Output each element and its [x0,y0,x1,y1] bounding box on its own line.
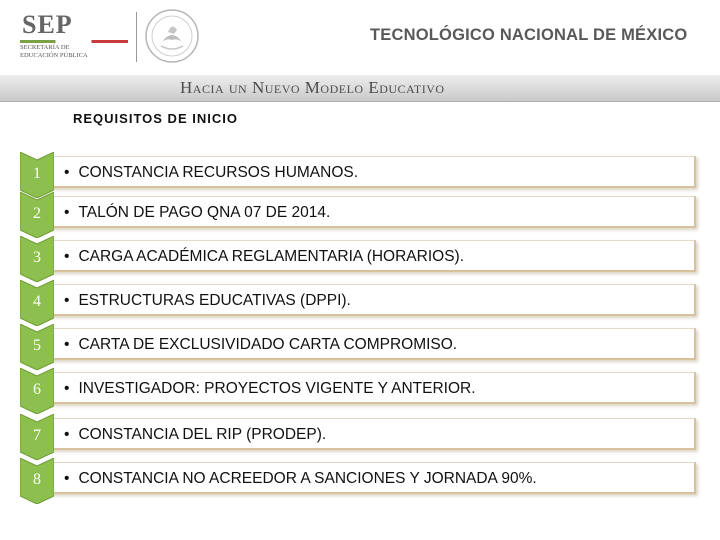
header [0,0,720,75]
step-label: CONSTANCIA DEL RIP (PRODEP). [78,426,327,443]
step-row [0,156,720,192]
banner [0,75,720,102]
bullet: • [64,336,70,353]
step-text [64,336,457,354]
step-label: CONSTANCIA RECURSOS HUMANOS. [78,164,359,181]
step-label: ESTRUCTURAS EDUCATIVAS (DPPI). [78,292,351,309]
step-label: INVESTIGADOR: PROYECTOS VIGENTE Y ANTERIOR. [78,380,476,397]
step-number: 5 [33,337,41,354]
step-box [47,240,696,272]
step-text [64,380,476,398]
banner-text: Hacia un Nuevo Modelo Educativo [180,78,445,97]
bullet: • [64,204,70,221]
step-number: 3 [33,249,41,266]
step-row [0,462,720,498]
step-box [47,328,696,360]
step-box [47,462,696,494]
header-divider [136,12,137,62]
step-row [0,240,720,276]
step-text [64,164,358,182]
step-label: CARGA ACADÉMICA REGLAMENTARIA (HORARIOS). [78,248,464,265]
step-row [0,372,720,408]
step-box [47,372,696,404]
step-box [47,284,696,316]
step-number: 2 [33,205,41,222]
step-text [64,426,326,444]
bullet: • [64,380,70,397]
sep-logo-rule [20,40,128,43]
step-number: 7 [33,427,41,444]
step-row [0,196,720,232]
step-text [64,248,464,266]
sep-logo-title: SEP [22,10,73,39]
step-text [64,204,330,222]
step-text [64,292,351,310]
mexican-eagle-seal-icon [144,8,200,64]
section-title: REQUISITOS DE INICIO [73,111,238,126]
step-box [47,156,696,188]
bullet: • [64,470,70,487]
sep-subtitle-line2: EDUCACIÓN PÚBLICA [20,52,88,59]
sep-subtitle-line1: SECRETARÍA DE [20,44,70,51]
step-number: 1 [33,165,41,182]
step-box [47,418,696,450]
org-title: TECNOLÓGICO NACIONAL DE MÉXICO [370,26,688,44]
step-text [64,470,537,488]
bullet: • [64,426,70,443]
step-row [0,284,720,320]
step-label: CARTA DE EXCLUSIVIDADO CARTA COMPROMISO. [78,336,458,353]
sep-logo-subtitle [20,44,128,60]
step-row [0,418,720,454]
step-row [0,328,720,364]
step-number: 4 [33,293,41,310]
step-box [47,196,696,228]
bullet: • [64,248,70,265]
step-label: CONSTANCIA NO ACREEDOR A SANCIONES Y JORNADA 90%. [78,470,537,487]
step-number: 8 [33,471,41,488]
bullet: • [64,164,70,181]
bullet: • [64,292,70,309]
step-number: 6 [33,381,41,398]
step-label: TALÓN DE PAGO QNA 07 DE 2014. [78,204,331,221]
